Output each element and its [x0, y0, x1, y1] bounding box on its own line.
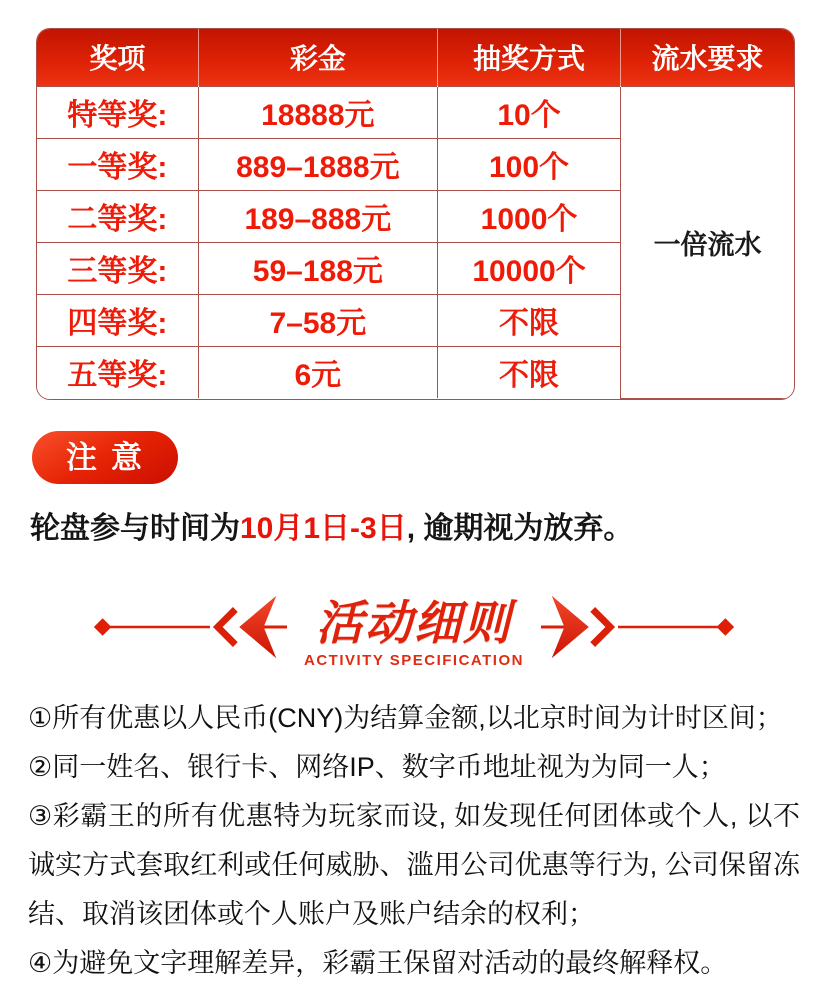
prize-name: 三等奖:: [37, 242, 198, 294]
prize-count: 不限: [437, 346, 620, 398]
prize-name: 二等奖:: [37, 190, 198, 242]
col-header-prize: 奖项: [37, 29, 198, 86]
right-arrow-divider-icon: [540, 592, 740, 662]
rule-item: ④为避免文字理解差异，彩霸王保留对活动的最终解释权。: [28, 947, 728, 978]
prize-name: 五等奖:: [37, 346, 198, 398]
table-row: [37, 86, 794, 138]
notice-badge: [32, 431, 178, 484]
section-title-block: [304, 596, 524, 669]
section-title: 活动细则: [316, 595, 512, 649]
activity-rules: [28, 694, 800, 988]
notice-text-before: 轮盘参与时间为: [30, 511, 240, 545]
prize-amount: 7–58元: [198, 294, 437, 346]
left-arrow-divider-icon: [88, 592, 288, 662]
prize-name: 四等奖:: [37, 294, 198, 346]
col-header-draw: 抽奖方式: [437, 29, 620, 86]
rule-item: ③彩霸王的所有优惠特为玩家而设, 如发现任何团体或个人, 以不诚实方式套取红利或任何威胁、滥用公司优惠等行为, 公司保留冻结、取消该团体或个人账户及账户结余的权利；: [28, 800, 800, 929]
rule-item: ①所有优惠以人民币(CNY)为结算金额,以北京时间为计时区间；: [28, 702, 783, 733]
prize-count: 不限: [437, 294, 620, 346]
col-header-turnover: 流水要求: [621, 29, 794, 86]
prize-amount: 18888元: [198, 86, 437, 138]
prize-amount: 889–1888元: [198, 138, 437, 190]
prize-amount: 59–188元: [198, 242, 437, 294]
notice-text-after: , 逾期视为放弃。: [406, 511, 634, 545]
prize-name: 特等奖:: [37, 86, 198, 138]
prize-name: 一等奖:: [37, 138, 198, 190]
diamond-icon: [717, 618, 735, 636]
table-header-row: [37, 29, 794, 86]
prize-count: 1000个: [437, 190, 620, 242]
diamond-icon: [94, 618, 112, 636]
prize-amount: 189–888元: [198, 190, 437, 242]
promo-page: [0, 28, 828, 1007]
prize-table: [36, 28, 795, 400]
prize-count: 10个: [437, 86, 620, 138]
turnover-requirement: 一倍流水: [621, 86, 794, 398]
notice-date-highlight: 10月1日-3日: [240, 511, 407, 545]
rule-item: ②同一姓名、银行卡、网络IP、数字币地址视为为同一人；: [28, 751, 726, 782]
prize-count: 10000个: [437, 242, 620, 294]
notice-badge-label: 注意: [66, 439, 156, 475]
section-header: [0, 592, 828, 674]
notice-text: [30, 508, 798, 550]
prize-count: 100个: [437, 138, 620, 190]
prize-amount: 6元: [198, 346, 437, 398]
section-subtitle: ACTIVITY SPECIFICATION: [304, 652, 524, 670]
col-header-bonus: 彩金: [198, 29, 437, 86]
